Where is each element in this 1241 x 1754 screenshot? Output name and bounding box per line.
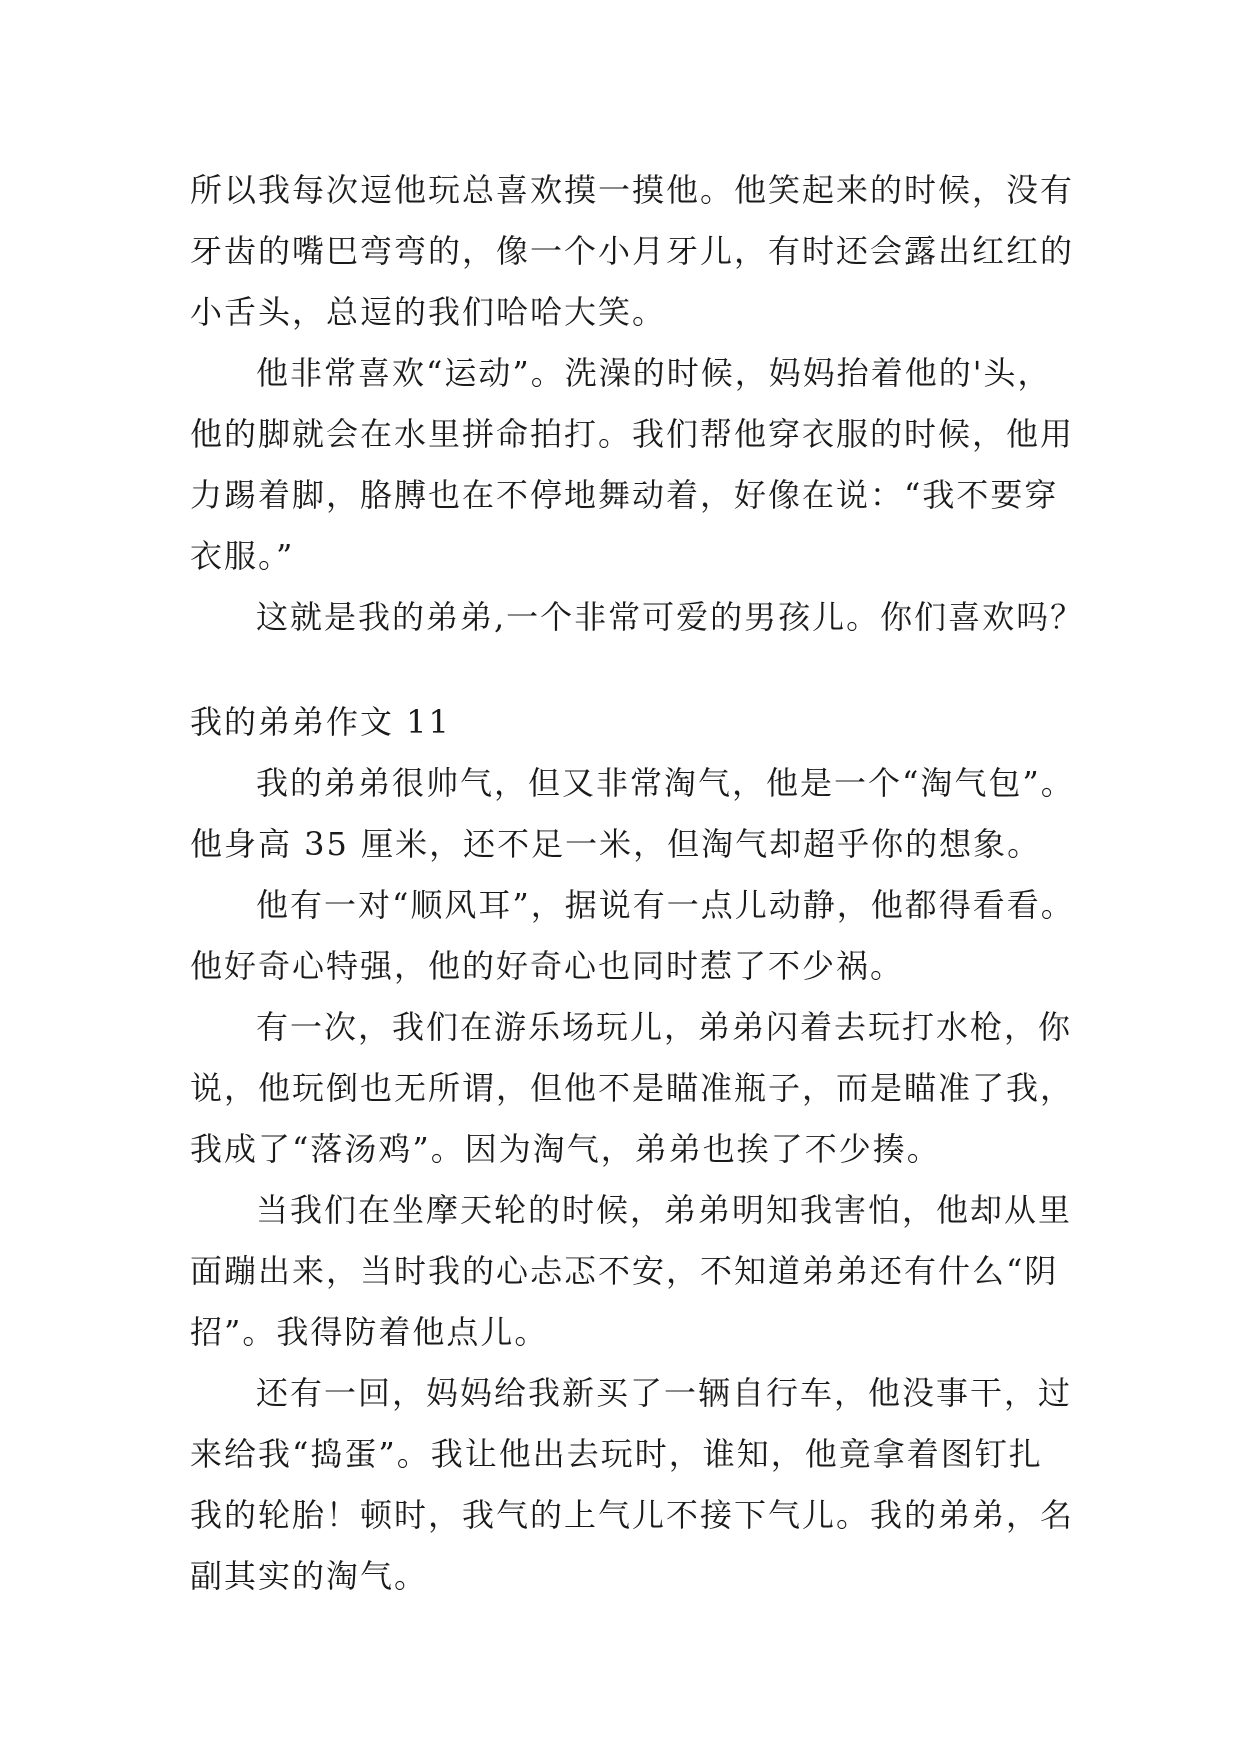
paragraph-continuation bbox=[190, 160, 1075, 343]
text-line: 他身高 35 厘米，还不足一米，但淘气却超乎你的想象。 bbox=[190, 825, 1042, 863]
text-line: 他的脚就会在水里拼命拍打。我们帮他穿衣服的时候，他用 bbox=[190, 415, 1075, 453]
essay-paragraph-3 bbox=[190, 997, 1075, 1180]
text-line: 来给我“捣蛋”。我让他出去玩时，谁知，他竟拿着图钉扎 bbox=[190, 1435, 1043, 1473]
essay-paragraph-4 bbox=[190, 1180, 1073, 1363]
text-line: 还有一回，妈妈给我新买了一辆自行车，他没事干，过 bbox=[256, 1374, 1073, 1412]
text-line: 有一次，我们在游乐场玩儿，弟弟闪着去玩打水枪，你 bbox=[256, 1008, 1073, 1046]
text-line: 面蹦出来，当时我的心忐忑不安，不知道弟弟还有什么“阴 bbox=[190, 1252, 1059, 1290]
essay-title: 我的弟弟作文 11 bbox=[190, 703, 451, 741]
text-line: 所以我每次逗他玩总喜欢摸一摸他。他笑起来的时候，没有 bbox=[190, 171, 1075, 209]
text-line: 衣服。” bbox=[190, 537, 295, 575]
text-line: 他好奇心特强，他的好奇心也同时惹了不少祸。 bbox=[190, 947, 905, 985]
essay-paragraph-1 bbox=[190, 753, 1075, 875]
text-line: 说，他玩倒也无所谓，但他不是瞄准瓶子，而是瞄准了我， bbox=[190, 1069, 1075, 1107]
paragraph-exercise bbox=[190, 343, 1075, 587]
text-line: 牙齿的嘴巴弯弯的，像一个小月牙儿，有时还会露出红红的 bbox=[190, 232, 1075, 270]
section-gap bbox=[190, 648, 1070, 692]
text-line: 我成了“落汤鸡”。因为淘气，弟弟也挨了不少揍。 bbox=[190, 1130, 941, 1168]
text-line: 我的弟弟很帅气，但又非常淘气，他是一个“淘气包”。 bbox=[256, 764, 1075, 802]
essay-paragraph-2 bbox=[190, 875, 1075, 997]
essay-paragraph-5 bbox=[190, 1363, 1075, 1607]
text-line: 他有一对“顺风耳”，据说有一点儿动静，他都得看看。 bbox=[256, 886, 1075, 924]
text-line: 招”。我得防着他点儿。 bbox=[190, 1313, 549, 1351]
text-line: 这就是我的弟弟,一个非常可爱的男孩儿。你们喜欢吗？ bbox=[256, 598, 1085, 636]
text-line: 他非常喜欢“运动”。洗澡的时候，妈妈抬着他的'头， bbox=[256, 354, 1052, 392]
text-line: 副其实的淘气。 bbox=[190, 1557, 429, 1595]
text-line: 力踢着脚，胳膊也在不停地舞动着，好像在说：“我不要穿 bbox=[190, 476, 1059, 514]
text-line: 当我们在坐摩天轮的时候，弟弟明知我害怕，他却从里 bbox=[256, 1191, 1073, 1229]
text-line: 我的轮胎！顿时，我气的上气儿不接下气儿。我的弟弟，名 bbox=[190, 1496, 1075, 1534]
document-page bbox=[190, 160, 1085, 1607]
text-line: 小舌头，总逗的我们哈哈大笑。 bbox=[190, 293, 667, 331]
paragraph-conclusion bbox=[190, 587, 1085, 648]
